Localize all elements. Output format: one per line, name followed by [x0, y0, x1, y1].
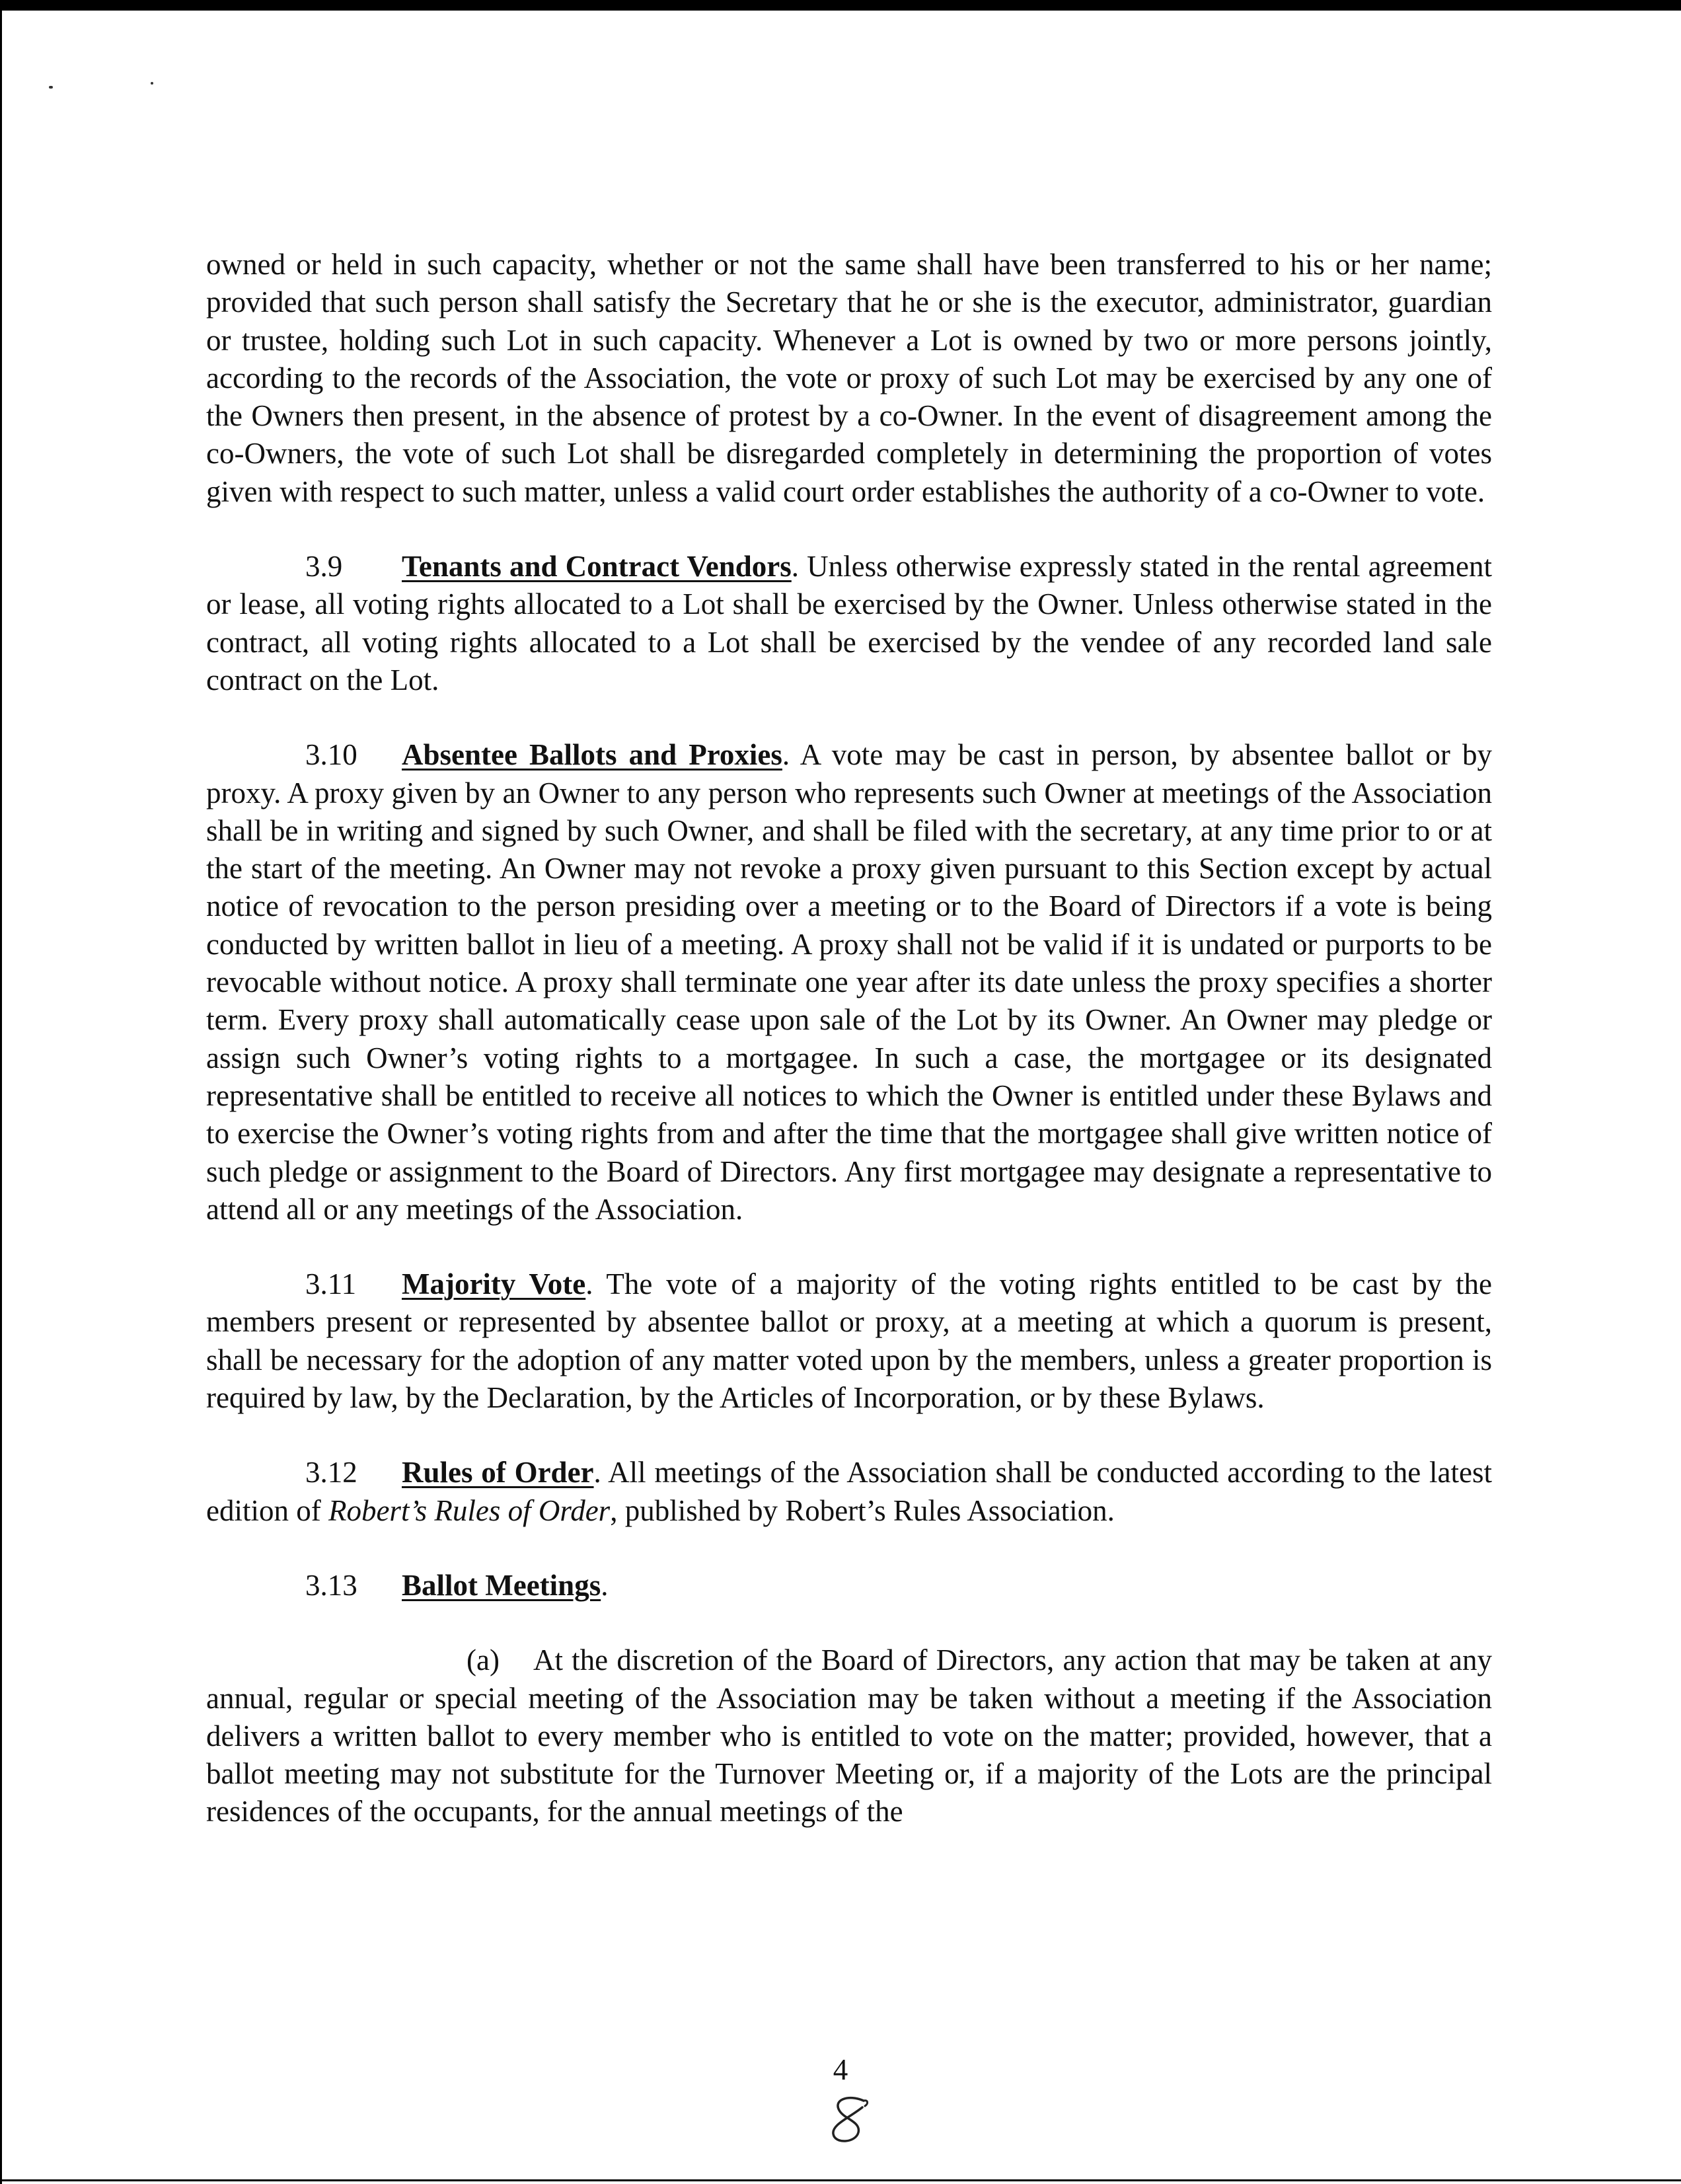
subsection-a [206, 1641, 1492, 1830]
section-number: 3.12 [305, 1456, 357, 1489]
scan-speck [49, 86, 53, 89]
subsection-body: At the discretion of the Board of Directors, any action that may be taken at any annual, regular or special meeting of the Association may be taken without a meeting if the Association delivers a written ballot to every member who is entitled to vote on the matter; provided, however, that a ballot meeting may not substitute for the Turnover Meeting or, if a majority of the Lots are the principal residences of the occupants, for the annual meetings of the [206, 1643, 1492, 1828]
section-body: . [601, 1568, 609, 1602]
section-heading: Absentee Ballots and Proxies [402, 738, 782, 772]
section-heading: Majority Vote [402, 1267, 586, 1301]
document-body [206, 246, 1492, 1831]
section-heading: Tenants and Contract Vendors [402, 550, 792, 584]
section-3-13 [206, 1567, 1492, 1604]
scan-top-border [0, 0, 1681, 11]
section-body: . Unless otherwise expressly stated in the rental agreement or lease, all voting rights allocated to a Lot shall be exercised by the Owner. Unless otherwise stated in the contract, all voting rights allocated to a Lot shall be exercised by the vendee of any recorded land sale contract on the Lot. [206, 550, 1492, 697]
scan-left-border [0, 0, 2, 2184]
section-3-9 [206, 548, 1492, 699]
section-heading: Ballot Meetings [402, 1568, 601, 1602]
section-number: 3.10 [305, 738, 357, 772]
book-title: Robert’s Rules of Order [328, 1493, 611, 1527]
section-3-12 [206, 1454, 1492, 1530]
section-heading: Rules of Order [402, 1456, 594, 1489]
section-body-end: , published by Robert’s Rules Association. [610, 1493, 1115, 1527]
page-number: 4 [833, 2053, 848, 2086]
opening-paragraph: owned or held in such capacity, whether or not the same shall have been transferred to his or her name; provided that such person shall satisfy the Secretary that he or she is the executor, administrator, guardian or trustee, holding such Lot in such capacity. Whenever a Lot is owned by two or more persons jointly, according to the records of the Association, the vote or proxy of such Lot may be exercised by any one of the Owners then present, in the absence of protest by a co-Owner. In the event of disagreement among the co-Owners, the vote of such Lot shall be disregarded completely in determining the proportion of votes given with respect to such matter, unless a valid court order establishes the authority of a co-Owner to vote. [206, 248, 1492, 508]
section-3-10 [206, 736, 1492, 1228]
section-number: 3.9 [305, 550, 343, 584]
subsection-label: (a) [467, 1643, 500, 1677]
handwritten-page-mark [823, 2091, 882, 2151]
section-body: . The vote of a majority of the voting rights entitled to be cast by the members present or represented by absentee ballot or proxy, at a meeting at which a quorum is present, shall be necessary for the adoption of any matter voted upon by the members, unless a greater proportion is required by law, by the Declaration, by the Articles of Incorporation, or by these Bylaws. [206, 1267, 1493, 1415]
section-number: 3.13 [305, 1568, 357, 1602]
scan-bottom-border [0, 2179, 1681, 2181]
section-body: . A vote may be cast in person, by absentee ballot or by proxy. A proxy given by an Owner to any person who represents such Owner at meetings of the Association shall be in writing and signed by such Owner, and shall be filed with the secretary, at any time prior to or at the start of the meeting. An Owner may not revoke a proxy given pursuant to this Section except by actual notice of revocation to the person presiding over a meeting or to the Board of Directors if a vote is being conducted by written ballot in lieu of a meeting. A proxy shall not be valid if it is undated or purports to be revocable without notice. A proxy shall terminate one year after its date unless the proxy specifies a shorter term. Every proxy shall automatically cease upon sale of the Lot by its Owner. An Owner may pledge or assign such Owner’s voting rights to a mortgagee. In such a case, the mortgagee or its designated representative shall be entitled to receive all notices to which the Owner is entitled under these Bylaws and to exercise the Owner’s voting rights from and after the time that the mortgagee shall give written notice of such pledge or assignment to the Board of Directors. Any first mortgagee may designate a representative to attend all or any meetings of the Association. [206, 738, 1492, 1226]
section-number: 3.11 [305, 1267, 357, 1301]
section-3-11 [206, 1265, 1492, 1417]
scan-speck [151, 82, 153, 85]
section-body: . All meetings of the Association shall be conducted according to the latest edition of [206, 1456, 1492, 1527]
